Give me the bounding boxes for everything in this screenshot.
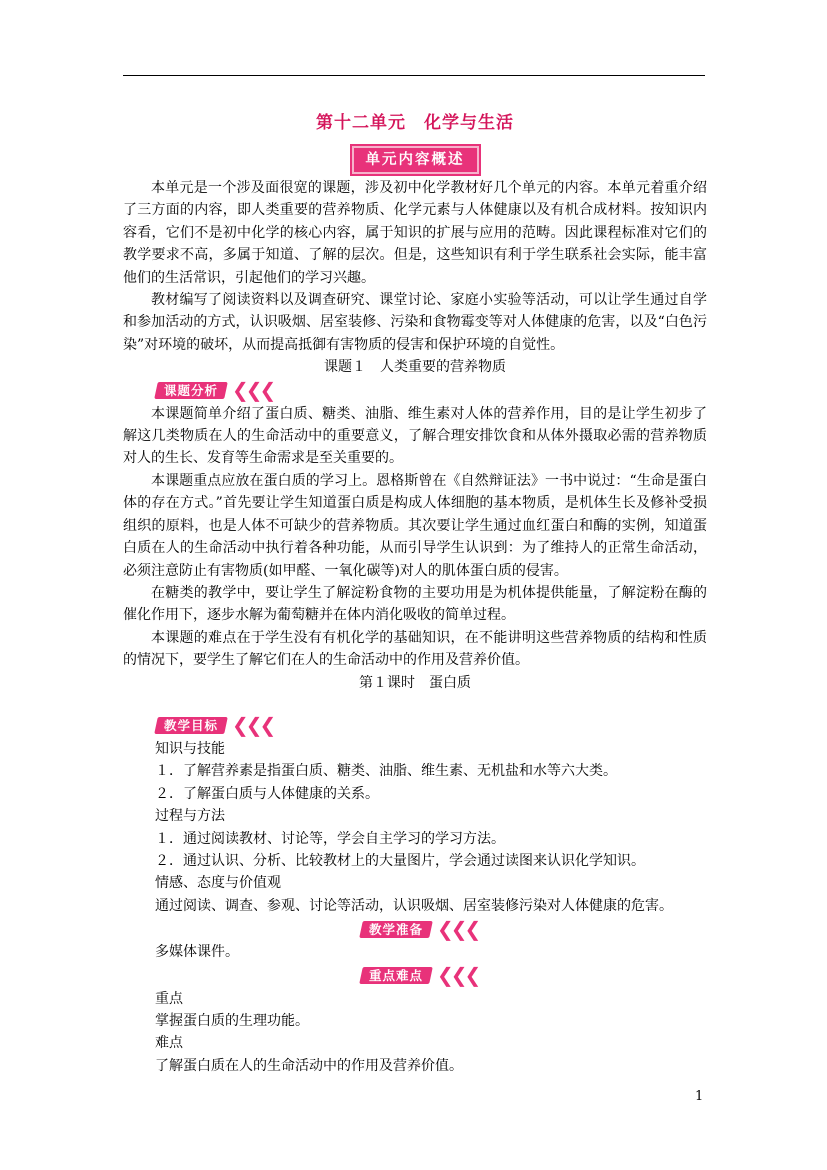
goals-tag xyxy=(154,717,228,734)
analysis-tag-row xyxy=(156,380,707,402)
chevron-left-icon: ❮❮❮ xyxy=(437,963,479,988)
analysis-tag-label: 课题分析 xyxy=(164,383,219,399)
header-rule xyxy=(123,75,705,76)
chevron-left-icon: ❮❮❮ xyxy=(232,713,274,738)
lesson-paragraph: 本课题的难点在于学生没有有机化学的基础知识，在不能讲明这些营养物质的结构和性质的情况下，要学生了解它们在人的生命活动中的作用及营养价值。 xyxy=(123,629,707,669)
goals-tag-row xyxy=(156,715,707,737)
goal-line: ２．通过认识、分析、比较教材上的大量图片，学会通过读图来认识化学知识。 xyxy=(155,852,645,869)
key-line: 重点 xyxy=(155,990,183,1007)
period-title: 第１课时 蛋白质 xyxy=(359,674,471,691)
goal-line: １．了解营养素是指蛋白质、糖类、油脂、维生素、无机盐和水等六大类。 xyxy=(155,763,617,780)
page-title: 第十二单元 化学与生活 xyxy=(316,113,514,133)
goal-line: 通过阅读、调查、参观、讨论等活动，认识吸烟、居室装修污染对人体健康的危害。 xyxy=(155,897,673,914)
goal-line: １．通过阅读教材、讨论等，学会自主学习的学习方法。 xyxy=(155,830,505,847)
lesson-paragraph: 本课题简单介绍了蛋白质、糖类、油脂、维生素对人体的营养作用，目的是让学生初步了解这几类物质在人的生命活动中的重要意义，了解合理安排饮食和从体外摄取必需的营养物质对人的生长、发育等生命需求是至关重要的。 xyxy=(123,405,707,467)
goal-line: 情感、态度与价值观 xyxy=(155,875,281,892)
unit-overview-banner: 单元内容概述 xyxy=(352,146,479,174)
prep-tag-row xyxy=(361,918,707,940)
key-tag-row xyxy=(361,965,707,987)
goal-line: 知识与技能 xyxy=(155,740,225,757)
goal-line: ２．了解蛋白质与人体健康的关系。 xyxy=(155,785,379,802)
prep-tag xyxy=(359,921,433,938)
chevron-left-icon: ❮❮❮ xyxy=(232,378,274,403)
page-number: 1 xyxy=(695,1089,704,1104)
lesson-paragraph: 在糖类的教学中，要让学生了解淀粉食物的主要功用是为机体提供能量，了解淀粉在酶的催化作用下，逐步水解为葡萄糖并在体内消化吸收的简单过程。 xyxy=(123,584,707,624)
document-body xyxy=(123,110,707,1077)
prep-tag-label: 教学准备 xyxy=(369,921,424,937)
key-line: 难点 xyxy=(155,1035,183,1052)
key-line: 了解蛋白质在人的生命活动中的作用及营养价值。 xyxy=(155,1057,463,1074)
goals-tag-label: 教学目标 xyxy=(164,718,219,734)
prep-text: 多媒体课件。 xyxy=(155,944,239,961)
goal-line: 过程与方法 xyxy=(155,808,225,825)
spacer xyxy=(123,694,707,714)
analysis-tag xyxy=(154,382,228,399)
intro-paragraph-1: 本单元是一个涉及面很宽的课题，涉及初中化学教材好几个单元的内容。本单元着重介绍了三方面的内容，即人类重要的营养物质、化学元素与人体健康以及有机合成材料。按知识内容看，它们不是初中化学的核心内容，属于知识的扩展与应用的范畴。因此课程标准对它们的教学要求不高，多属于知道、了解的层次。但是，这些知识有利于学生联系社会实际，能丰富他们的生活常识，引起他们的学习兴趣。 xyxy=(123,180,707,286)
key-tag xyxy=(359,967,433,984)
lesson-title: 课题１ 人类重要的营养物质 xyxy=(324,359,506,376)
key-tag-label: 重点难点 xyxy=(369,968,424,984)
intro-paragraph-2: 教材编写了阅读资料以及调查研究、课堂讨论、家庭小实验等活动，可以让学生通过自学和参加活动的方式，认识吸烟、居室装修、污染和食物霉变等对人体健康的危害，以及“白色污染”对环境的破坏，从而提高抵御有害物质的侵害和保护环境的自觉性。 xyxy=(123,292,707,353)
key-line: 掌握蛋白质的生理功能。 xyxy=(155,1013,309,1029)
chevron-left-icon: ❮❮❮ xyxy=(437,916,479,941)
lesson-paragraph: 本课题重点应放在蛋白质的学习上。恩格斯曾在《自然辩证法》一书中说过：“生命是蛋白体的存在方式。”首先要让学生知道蛋白质是构成人体细胞的基本物质，是机体生长及修补受损组织的原料，也是人体不可缺少的营养物质。其次要让学生通过血红蛋白和酶的实例，知道蛋白质在人的生命活动中执行着各种功能，从而引导学生认识到：为了维持人的正常生命活动，必须注意防止有害物质(如甲醛、一氧化碳等)对人的肌体蛋白质的侵害。 xyxy=(123,472,707,579)
banner-wrap xyxy=(123,146,707,174)
